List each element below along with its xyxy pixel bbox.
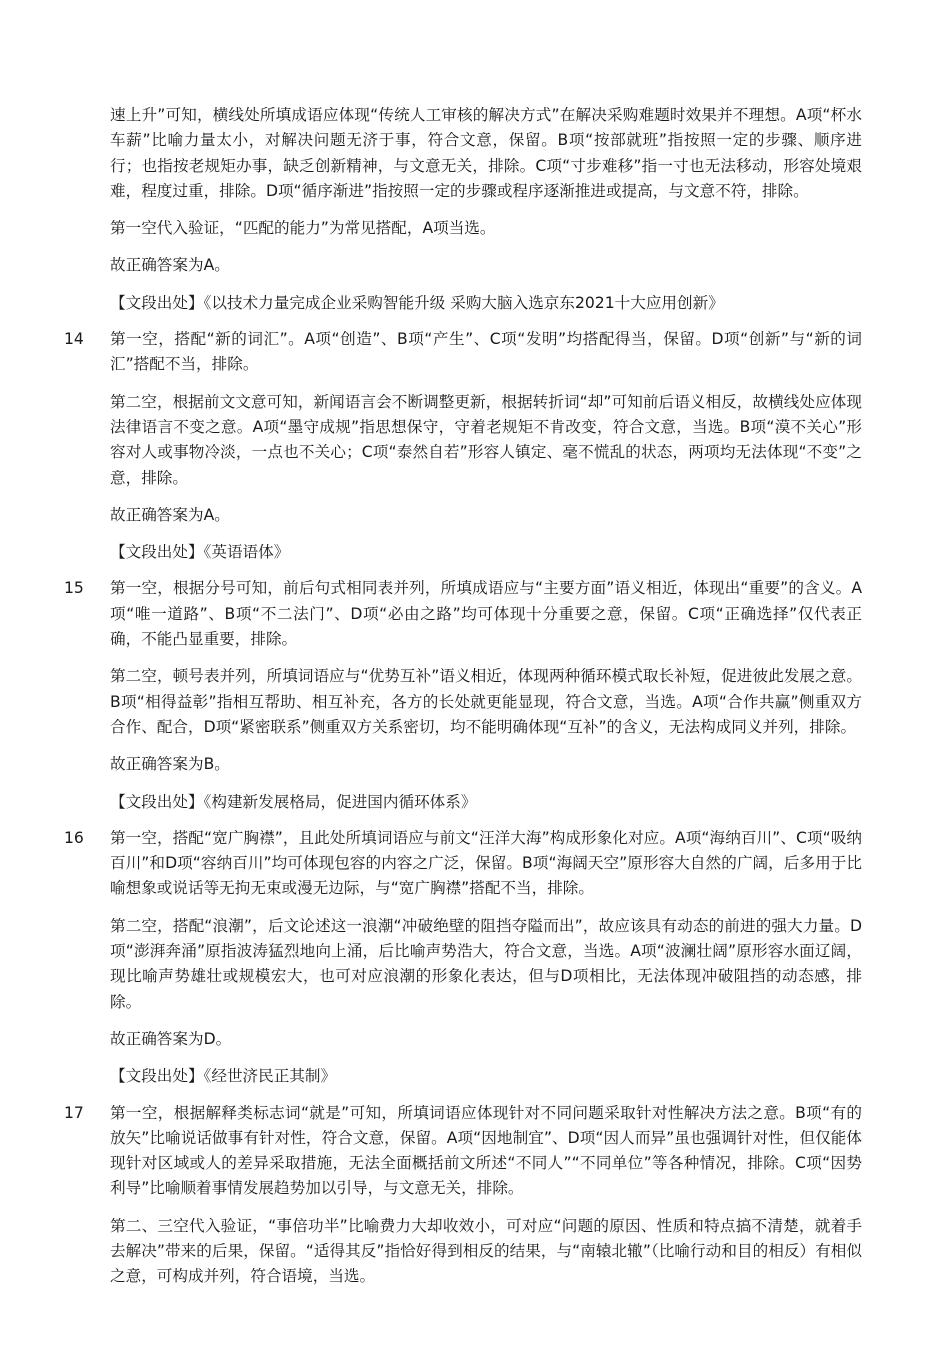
question-number: 16 xyxy=(64,828,84,847)
source-line: 【文段出处】《构建新发展格局，促进国内循环体系》 xyxy=(110,792,477,811)
explanation-paragraph: 第一空代入验证，“匹配的能力”为常见搭配，A项当选。 xyxy=(110,219,496,238)
answer-line: 故正确答案为D。 xyxy=(110,1029,232,1048)
explanation-paragraph: 第一空，根据分号可知，前后句式相同表并列，所填成语应与“主要方面”语义相近，体现出“重要”的含义。A项“唯一道路”、B项“不二法门”、D项“必由之路”均可体现十分重要之意，保留。C项“正确选择”仅代表正确，不能凸显重要，排除。 xyxy=(110,579,862,649)
explanation-paragraph: 第二、三空代入验证，“事倍功半”比喻费力大却收效小，可对应“问题的原因、性质和特点搞不清楚，就着手去解决”带来的后果，保留。“适得其反”指恰好得到相反的结果，与“南辕北辙”（比喻行动和目的相反）有相似之意，可构成并列，符合语境，当选。 xyxy=(110,1216,862,1286)
question-17 xyxy=(0,1101,950,1290)
pre-section xyxy=(0,103,950,316)
question-15 xyxy=(0,576,950,814)
explanation-paragraph: 第一空，搭配“宽广胸襟”，且此处所填词语应与前文“汪洋大海”构成形象化对应。A项“海纳百川”、C项“吸纳百川”和D项“容纳百川”均可体现包容的内容之广泛，保留。B项“海阔天空”原形容大自然的广阔，后多用于比喻想象或说话等无拘无束或漫无边际，与“宽广胸襟”搭配不当，排除。 xyxy=(110,828,862,898)
explanation-paragraph: 第二空，搭配“浪潮”，后文论述这一浪潮“冲破绝壁的阻挡夺隘而出”，故应该具有动态的前进的强大力量。D项“澎湃奔涌”原指波涛猛烈地向上涌，后比喻声势浩大，符合文意，当选。A项“波澜壮阔”原形容水面辽阔，现比喻声势雄壮或规模宏大，也可对应浪潮的形象化表达，但与D项相比，无法体现冲破阻挡的动态感，排除。 xyxy=(110,916,862,1011)
answer-line: 故正确答案为A。 xyxy=(110,505,230,524)
question-16 xyxy=(0,826,950,1090)
question-number: 15 xyxy=(64,579,84,598)
explanation-paragraph: 速上升”可知，横线处所填成语应体现“传统人工审核的解决方式”在解决采购难题时效果并不理想。A项“杯水车薪”比喻力量太小，对解决问题无济于事，符合文意，保留。B项“按部就班”指按照一定的步骤、顺序进行；也指按老规矩办事，缺乏创新精神，与文意无关，排除。C项“寸步难移”指一寸也无法移动，形容处境艰难，程度过重，排除。D项“循序渐进”指按照一定的步骤或程序逐渐推进或提高，与文意不符，排除。 xyxy=(110,106,862,200)
explanation-paragraph: 第一空，根据解释类标志词“就是”可知，所填词语应体现针对不同问题采取针对性解决方法之意。B项“有的放矢”比喻说话做事有针对性，符合文意，保留。A项“因地制宜”、D项“因人而异”虽也强调针对性，但仅能体现针对区域或人的差异采取措施，无法全面概括前文所述“不同人”“不同单位”等各种情况，排除。C项“因势利导”比喻顺着事情发展趋势加以引导，与文意无关，排除。 xyxy=(110,1103,862,1198)
explanation-paragraph: 第二空，顿号表并列，所填词语应与“优势互补”语义相近，体现两种循环模式取长补短，促进彼此发展之意。B项“相得益彰”指相互帮助、相互补充，各方的长处就更能显现，符合文意，当选。A项“合作共赢”侧重双方合作、配合，D项“紧密联系”侧重双方关系密切，均不能明确体现“互补”的含义，无法构成同义并列，排除。 xyxy=(110,667,862,736)
answer-line: 故正确答案为A。 xyxy=(110,256,230,275)
answer-line: 故正确答案为B。 xyxy=(110,755,230,774)
question-number: 14 xyxy=(64,330,84,349)
source-line: 【文段出处】《英语语体》 xyxy=(110,543,290,562)
source-line: 【文段出处】《经世济民正其制》 xyxy=(110,1067,337,1086)
explanation-paragraph: 第二空，根据前文文意可知，新闻语言会不断调整更新，根据转折词“却”可知前后语义相反，故横线处应体现法律语言不变之意。A项“墨守成规”指思想保守，守着老规矩不肯改变，符合文意，当选。B项“漠不关心”形容对人或事物冷淡，一点也不关心；C项“泰然自若”形容人镇定、毫不慌乱的状态，两项均无法体现“不变”之意，排除。 xyxy=(110,392,862,487)
question-number: 17 xyxy=(64,1103,84,1122)
explanation-paragraph: 第一空，搭配“新的词汇”。A项“创造”、B项“产生”、C项“发明”均搭配得当，保留。D项“创新”与“新的词汇”搭配不当，排除。 xyxy=(110,330,862,374)
source-line: 【文段出处】《以技术力量完成企业采购智能升级 采购大脑入选京东2021十大应用创新》 xyxy=(110,293,724,312)
question-14 xyxy=(0,327,950,565)
